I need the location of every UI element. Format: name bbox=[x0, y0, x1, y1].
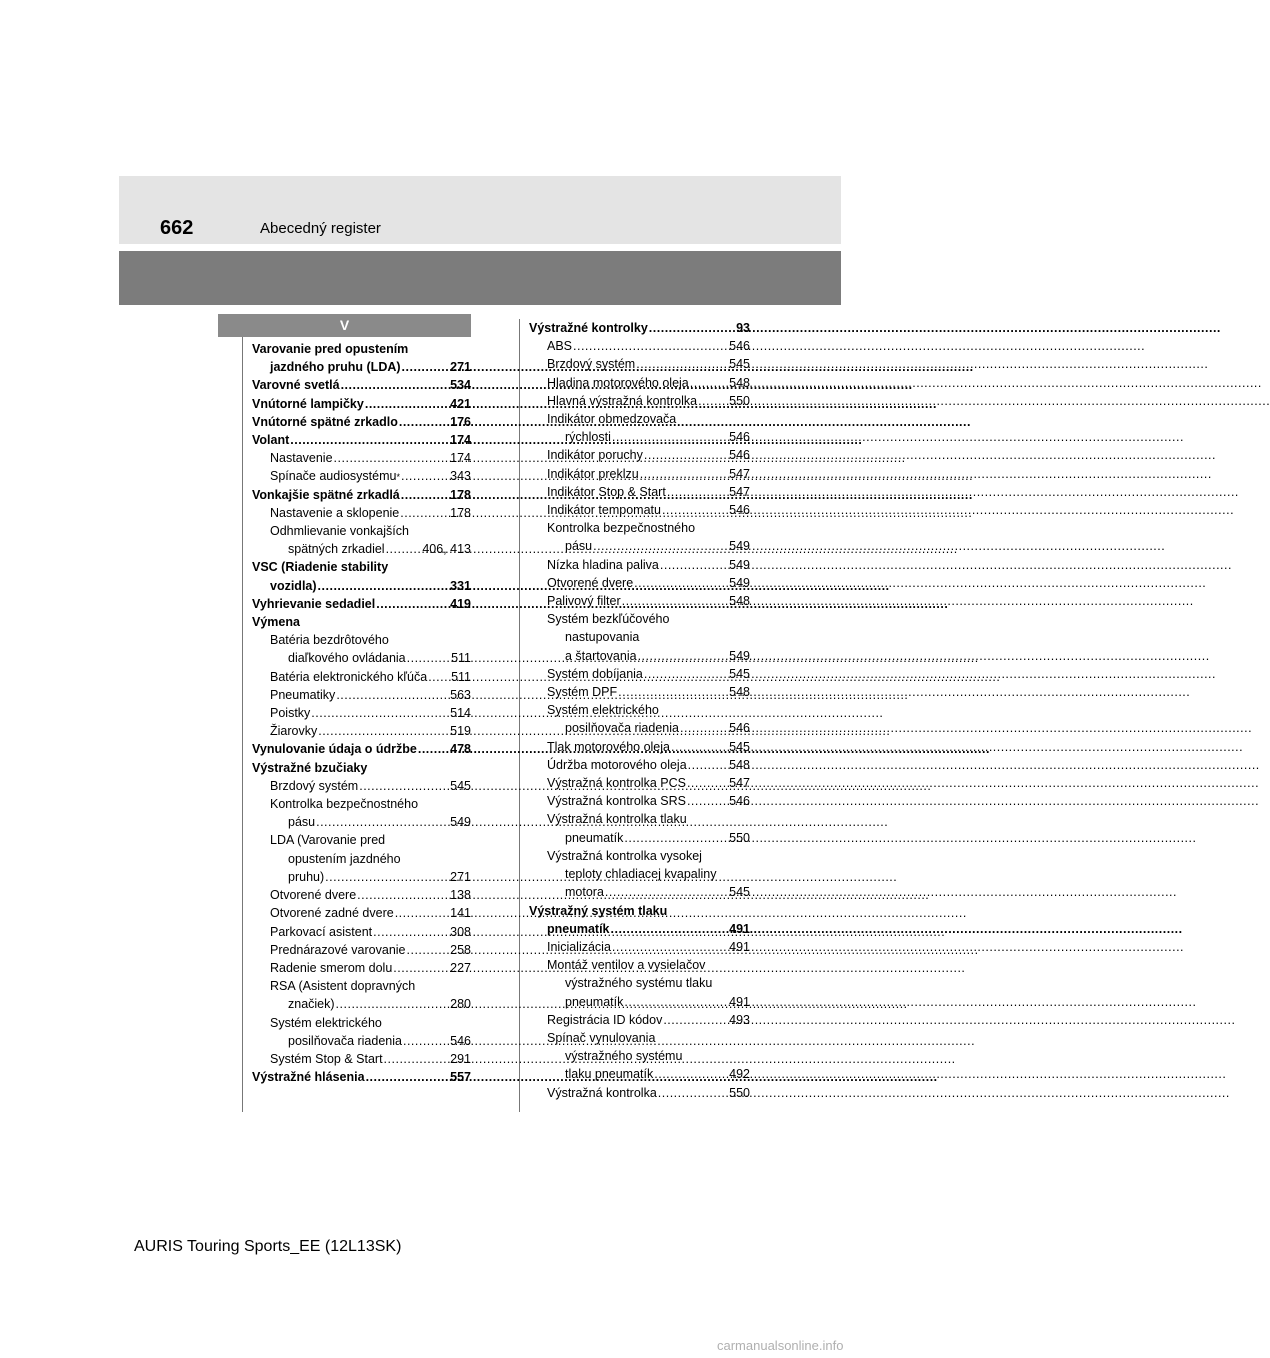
dot-leader bbox=[644, 665, 728, 683]
index-entry-text: nastupovania bbox=[565, 630, 640, 645]
index-entry bbox=[529, 592, 750, 610]
index-entry-text: Vnútorné spätné zrkadlo bbox=[252, 414, 398, 429]
index-page-ref[interactable]: 343 bbox=[450, 469, 471, 484]
dot-leader bbox=[365, 395, 449, 413]
index-page-ref[interactable]: 491 bbox=[729, 921, 750, 936]
dot-leader bbox=[636, 355, 728, 373]
index-entry-text: Výstražné bzučiaky bbox=[252, 760, 368, 775]
dot-leader bbox=[366, 1068, 450, 1086]
index-entry-text: motora bbox=[565, 885, 604, 900]
index-entry bbox=[252, 649, 471, 667]
index-entry-text: Výmena bbox=[252, 615, 300, 630]
index-page-ref[interactable]: 549 bbox=[729, 648, 750, 663]
index-entry-text: opustením jazdného bbox=[288, 851, 401, 866]
dot-leader bbox=[634, 574, 728, 592]
index-letter-heading: V bbox=[218, 314, 471, 337]
index-entry-text: Varovné svetlá bbox=[252, 378, 340, 393]
dot-leader bbox=[687, 792, 728, 810]
index-entry-text: LDA (Varovanie pred bbox=[270, 833, 386, 848]
dot-leader bbox=[593, 537, 728, 555]
index-entry bbox=[529, 701, 750, 719]
index-entry-text: Výstražná kontrolka tlaku bbox=[547, 812, 687, 827]
dot-leader bbox=[384, 1050, 450, 1068]
index-entry-text: Výstražné hlásenia bbox=[252, 1070, 365, 1085]
dot-leader bbox=[660, 556, 728, 574]
index-entry bbox=[252, 831, 471, 849]
index-page-ref[interactable]: 258 bbox=[450, 942, 471, 957]
index-entry bbox=[252, 904, 471, 922]
index-entry bbox=[529, 902, 750, 920]
dot-leader bbox=[640, 465, 728, 483]
index-entry bbox=[252, 795, 471, 813]
index-entry bbox=[529, 428, 750, 446]
index-page-ref[interactable]: 548 bbox=[729, 757, 750, 772]
index-entry-text: Výstražné kontrolky bbox=[529, 321, 648, 335]
index-entry bbox=[529, 1029, 750, 1047]
index-entry bbox=[252, 813, 471, 831]
index-entry-text: Prednárazové varovanie bbox=[270, 942, 406, 957]
index-entry bbox=[252, 740, 471, 758]
index-entry-text: Inicializácia bbox=[547, 939, 611, 954]
index-entry bbox=[529, 810, 750, 828]
dot-leader bbox=[341, 376, 450, 394]
index-entry-text: značiek) bbox=[288, 997, 335, 1012]
index-entry-text: a štartovania bbox=[565, 648, 637, 663]
index-page-ref[interactable]: 545 bbox=[729, 739, 750, 754]
dot-leader bbox=[376, 595, 449, 613]
index-entry-text: Systém dobíjania bbox=[547, 666, 643, 681]
index-entry-text: rýchlosti bbox=[565, 430, 611, 445]
index-entry bbox=[529, 392, 750, 410]
index-entry-text: Pneumatiky bbox=[270, 687, 336, 702]
index-page-ref[interactable]: 280 bbox=[450, 997, 471, 1012]
index-entry-text: Kontrolka bezpečnostného bbox=[547, 521, 696, 536]
index-entry bbox=[252, 413, 471, 431]
index-entry bbox=[529, 374, 750, 392]
dot-leader bbox=[663, 1011, 728, 1029]
index-entry-text: Hlavná výstražná kontrolka bbox=[547, 393, 698, 408]
index-entry bbox=[252, 595, 471, 613]
index-entry-text: Indikátor preklzu bbox=[547, 466, 639, 481]
index-entry bbox=[252, 941, 471, 959]
index-entry-text: Palivový filter bbox=[547, 594, 621, 609]
index-column-right bbox=[529, 319, 750, 1102]
index-entry bbox=[252, 486, 471, 504]
dot-leader bbox=[403, 1032, 449, 1050]
index-page-ref[interactable]: 548 bbox=[729, 685, 750, 700]
index-entry-text: Vonkajšie spätné zrkadlá bbox=[252, 487, 400, 502]
index-entry-text: tlaku pneumatík bbox=[565, 1067, 654, 1082]
index-page-ref[interactable]: 547 bbox=[729, 776, 750, 791]
dot-leader bbox=[401, 486, 449, 504]
dot-leader bbox=[638, 647, 729, 665]
index-entry-text: Výstražná kontrolka bbox=[547, 1085, 657, 1100]
index-entry bbox=[252, 1050, 471, 1068]
index-entry-text: Nízka hladina paliva bbox=[547, 557, 659, 572]
dot-leader bbox=[318, 722, 449, 740]
index-page-ref[interactable]: 493 bbox=[729, 1012, 750, 1027]
index-entry-text: Výstražná kontrolka vysokej bbox=[547, 848, 702, 863]
index-entry-text: Montáž ventilov a vysielačov bbox=[547, 958, 706, 973]
index-entry-text: Indikátor obmedzovača bbox=[547, 412, 677, 427]
dot-leader bbox=[687, 774, 728, 792]
index-entry-text: Systém DPF bbox=[547, 685, 618, 700]
index-page-ref[interactable]: 548 bbox=[729, 375, 750, 390]
dot-leader bbox=[311, 704, 449, 722]
index-entry bbox=[252, 759, 471, 777]
dot-leader bbox=[690, 374, 728, 392]
index-entry-text: Poistky bbox=[270, 706, 311, 721]
index-entry bbox=[252, 704, 471, 722]
index-entry bbox=[529, 610, 750, 628]
index-entry-text: teploty chladiacej kvapaliny bbox=[565, 867, 717, 882]
index-entry-text: Hladina motorového oleja bbox=[547, 375, 689, 390]
index-entry bbox=[529, 1084, 750, 1102]
index-page-ref[interactable]: 546 bbox=[729, 430, 750, 445]
index-entry-text: Otvorené zadné dvere bbox=[270, 906, 394, 921]
index-entry-text: Registrácia ID kódov bbox=[547, 1012, 663, 1027]
page-number: 662 bbox=[160, 217, 194, 239]
index-page-ref[interactable]: 421 bbox=[450, 396, 471, 411]
index-entry-text: pásu bbox=[288, 815, 316, 830]
index-entry-text: Výstražná kontrolka SRS bbox=[547, 794, 686, 809]
index-entry-text: Vynulovanie údaja o údržbe bbox=[252, 742, 417, 757]
index-entry bbox=[529, 956, 750, 974]
index-page-ref[interactable]: 557 bbox=[450, 1070, 471, 1085]
index-entry-text: Indikátor Stop & Start bbox=[547, 484, 666, 499]
index-page-ref[interactable]: 546 bbox=[729, 339, 750, 354]
index-entry-text: vozidla) bbox=[270, 578, 317, 593]
index-entry-text: Údržba motorového oleja bbox=[547, 757, 687, 772]
index-entry bbox=[529, 883, 750, 901]
section-title: Abecedný register bbox=[260, 220, 381, 237]
index-entry bbox=[529, 738, 750, 756]
index-page-ref[interactable]: 331 bbox=[450, 578, 471, 593]
index-entry bbox=[252, 668, 471, 686]
index-page-ref[interactable]: 308 bbox=[450, 924, 471, 939]
dot-leader bbox=[418, 740, 449, 758]
footer-model: AURIS Touring Sports_EE (12L13SK) bbox=[134, 1238, 402, 1255]
index-page-ref[interactable]: 511 bbox=[451, 651, 471, 666]
index-page-ref[interactable]: 547 bbox=[729, 466, 750, 481]
index-entry bbox=[252, 850, 471, 868]
index-entry-text: výstražného systému tlaku bbox=[565, 976, 713, 991]
dot-leader bbox=[622, 592, 729, 610]
index-entry-text: jazdného pruhu (LDA) bbox=[270, 360, 401, 375]
dot-leader bbox=[400, 504, 449, 522]
dot-leader bbox=[407, 649, 450, 667]
index-page-ref[interactable]: 519 bbox=[450, 724, 471, 739]
index-entry bbox=[529, 829, 750, 847]
index-page-ref[interactable]: 514 bbox=[450, 706, 471, 721]
index-page-ref[interactable]: 176 bbox=[450, 414, 471, 429]
dot-leader bbox=[624, 829, 728, 847]
index-page-ref[interactable]: 271 bbox=[450, 869, 471, 884]
dot-leader bbox=[386, 540, 422, 558]
dot-leader bbox=[336, 995, 450, 1013]
index-entry bbox=[252, 959, 471, 977]
index-entry: Spínače audiosystému * ..... 343 bbox=[252, 467, 471, 485]
index-entry bbox=[252, 631, 471, 649]
index-entry bbox=[529, 556, 750, 574]
dot-leader bbox=[373, 923, 449, 941]
index-entry-text: diaľkového ovládania bbox=[288, 651, 406, 666]
dot-leader bbox=[318, 577, 450, 595]
index-entry bbox=[252, 431, 471, 449]
index-entry bbox=[252, 1014, 471, 1032]
dot-leader bbox=[325, 868, 449, 886]
index-entry bbox=[529, 865, 750, 883]
index-page-ref[interactable]: 545 bbox=[450, 778, 471, 793]
index-entry-text: Spínač vynulovania bbox=[547, 1030, 656, 1045]
index-page-ref[interactable]: 546 bbox=[729, 721, 750, 736]
index-page-ref[interactable]: 545 bbox=[729, 357, 750, 372]
index-page-ref[interactable]: 406, 413 bbox=[422, 542, 471, 557]
dot-leader bbox=[612, 428, 728, 446]
index-page-ref[interactable]: 550 bbox=[729, 830, 750, 845]
index-entry bbox=[529, 920, 750, 938]
dot-leader bbox=[393, 959, 449, 977]
index-entry-text: Nastavenie bbox=[270, 451, 333, 466]
index-entry-text: Brzdový systém bbox=[270, 778, 359, 793]
index-entry-text: Batéria elektronického kľúča bbox=[270, 669, 428, 684]
dot-leader bbox=[698, 392, 728, 410]
index-page-ref[interactable]: 549 bbox=[729, 557, 750, 572]
index-entry-text: Systém elektrického bbox=[270, 1015, 382, 1030]
index-entry bbox=[252, 613, 471, 631]
index-entry bbox=[529, 993, 750, 1011]
dot-leader bbox=[680, 719, 728, 737]
index-page-ref[interactable]: 548 bbox=[729, 594, 750, 609]
dot-leader bbox=[407, 941, 450, 959]
index-entry bbox=[529, 938, 750, 956]
index-page-ref[interactable]: 419 bbox=[450, 596, 471, 611]
header-bar bbox=[119, 251, 841, 305]
index-entry bbox=[252, 1068, 471, 1086]
index-page-ref[interactable]: 227 bbox=[450, 960, 471, 975]
index-entry bbox=[529, 1047, 750, 1065]
index-page-ref[interactable]: 545 bbox=[729, 885, 750, 900]
index-entry-text: Výstražný systém tlaku bbox=[529, 903, 668, 918]
index-page-ref[interactable]: 550 bbox=[729, 393, 750, 408]
index-entry-text: Spínače audiosystému bbox=[270, 469, 397, 484]
index-entry-text: posilňovača riadenia bbox=[565, 721, 679, 736]
index-entry bbox=[529, 1065, 750, 1083]
index-entry bbox=[529, 465, 750, 483]
index-entry-text: Volant bbox=[252, 433, 290, 448]
index-entry bbox=[529, 719, 750, 737]
index-entry bbox=[529, 628, 750, 646]
index-entry-text: pneumatík bbox=[565, 994, 624, 1009]
dot-leader bbox=[688, 756, 728, 774]
watermark: carmanualsonline.info bbox=[717, 1338, 844, 1353]
dot-leader bbox=[618, 683, 728, 701]
dot-leader bbox=[334, 449, 450, 467]
index-page-ref[interactable]: 271 bbox=[450, 360, 471, 375]
index-page-ref[interactable]: 549 bbox=[729, 575, 750, 590]
index-entry bbox=[529, 319, 750, 337]
index-entry-text: Nastavenie a sklopenie bbox=[270, 505, 400, 520]
index-entry bbox=[252, 868, 471, 886]
index-entry-text: pneumatík bbox=[565, 830, 624, 845]
index-entry-text: Vnútorné lampičky bbox=[252, 396, 364, 411]
dot-leader bbox=[644, 446, 728, 464]
index-entry-text: Brzdový systém bbox=[547, 357, 636, 372]
index-entry bbox=[529, 774, 750, 792]
index-entry-text: spätných zrkadiel bbox=[288, 542, 385, 557]
dot-leader bbox=[611, 920, 729, 938]
dot-leader bbox=[402, 358, 450, 376]
index-page-ref[interactable]: 547 bbox=[729, 484, 750, 499]
index-entry bbox=[529, 792, 750, 810]
index-entry-text: pneumatík bbox=[547, 921, 610, 936]
index-page-ref[interactable]: 291 bbox=[450, 1051, 471, 1066]
index-entry-text: ABS bbox=[547, 339, 573, 354]
index-entry-text: Otvorené dvere bbox=[270, 888, 357, 903]
index-entry bbox=[529, 756, 750, 774]
dot-leader bbox=[667, 483, 728, 501]
index-entry-text: Varovanie pred opustením bbox=[252, 342, 409, 356]
index-entry bbox=[252, 923, 471, 941]
index-page-ref[interactable]: 93 bbox=[736, 321, 750, 335]
index-entry bbox=[529, 574, 750, 592]
index-page-ref[interactable]: 174 bbox=[450, 433, 471, 448]
dot-leader bbox=[290, 431, 449, 449]
index-entry-text: RSA (Asistent dopravných bbox=[270, 979, 416, 994]
left-column-rule bbox=[242, 337, 243, 1112]
index-entry bbox=[529, 847, 750, 865]
index-page-ref[interactable]: 546 bbox=[729, 794, 750, 809]
index-entry-text: Indikátor poruchy bbox=[547, 448, 643, 463]
index-entry-text: Odhmlievanie vonkajších bbox=[270, 524, 409, 539]
index-entry bbox=[252, 886, 471, 904]
index-entry-text: Parkovací asistent bbox=[270, 924, 373, 939]
index-entry-text: Výstražná kontrolka PCS bbox=[547, 776, 686, 791]
index-entry bbox=[252, 504, 471, 522]
dot-leader bbox=[658, 1084, 728, 1102]
index-page-ref[interactable]: 546 bbox=[729, 448, 750, 463]
index-entry bbox=[529, 355, 750, 373]
index-entry bbox=[252, 376, 471, 394]
index-entry-text: Kontrolka bezpečnostného bbox=[270, 797, 419, 812]
index-page-ref[interactable]: 178 bbox=[450, 487, 471, 502]
index-entry bbox=[529, 537, 750, 555]
index-page-ref[interactable]: 534 bbox=[450, 378, 471, 393]
index-entry bbox=[529, 501, 750, 519]
header-band bbox=[119, 176, 841, 244]
index-entry bbox=[529, 683, 750, 701]
index-entry bbox=[529, 1011, 750, 1029]
dot-leader bbox=[336, 686, 449, 704]
index-entry bbox=[252, 449, 471, 467]
index-entry-text: Tlak motorového oleja bbox=[547, 739, 670, 754]
dot-leader bbox=[612, 938, 728, 956]
index-entry bbox=[252, 1032, 471, 1050]
index-entry bbox=[529, 337, 750, 355]
dot-leader bbox=[359, 777, 449, 795]
index-entry-text: Indikátor tempomatu bbox=[547, 503, 661, 518]
dot-leader bbox=[605, 883, 728, 901]
index-page-ref[interactable]: 178 bbox=[450, 505, 471, 520]
index-entry-text: Žiarovky bbox=[270, 724, 318, 739]
index-entry bbox=[529, 483, 750, 501]
index-entry bbox=[529, 410, 750, 428]
index-entry-text: výstražného systému bbox=[565, 1049, 683, 1064]
index-page-ref[interactable]: 492 bbox=[729, 1067, 750, 1082]
dot-leader bbox=[357, 886, 449, 904]
index-entry bbox=[252, 540, 471, 558]
index-page-ref[interactable]: 549 bbox=[729, 539, 750, 554]
index-entry-text: pruhu) bbox=[288, 869, 325, 884]
index-entry-text: pásu bbox=[565, 539, 593, 554]
index-entry bbox=[529, 446, 750, 464]
index-entry bbox=[252, 522, 471, 540]
dot-leader bbox=[573, 337, 728, 355]
index-entry bbox=[252, 686, 471, 704]
dot-leader bbox=[316, 813, 449, 831]
dot-leader bbox=[624, 993, 728, 1011]
index-entry-text: Vyhrievanie sedadiel bbox=[252, 596, 376, 611]
index-entry bbox=[252, 358, 471, 376]
index-page-ref[interactable]: 563 bbox=[450, 687, 471, 702]
index-entry-text: Systém Stop & Start bbox=[270, 1051, 383, 1066]
index-entry-text: posilňovača riadenia bbox=[288, 1033, 402, 1048]
index-column-left bbox=[252, 340, 471, 1086]
dot-leader bbox=[399, 413, 449, 431]
index-entry bbox=[252, 977, 471, 995]
index-entry bbox=[252, 395, 471, 413]
index-entry-text: Otvorené dvere bbox=[547, 575, 634, 590]
index-entry bbox=[529, 974, 750, 992]
dot-leader bbox=[654, 1065, 728, 1083]
index-page-ref[interactable]: 141 bbox=[450, 906, 471, 921]
index-page-ref[interactable]: 491 bbox=[729, 994, 750, 1009]
index-entry bbox=[252, 340, 471, 358]
index-entry-text: Systém elektrického bbox=[547, 703, 659, 718]
index-page-ref[interactable]: 478 bbox=[450, 742, 471, 757]
index-page-ref[interactable]: 546 bbox=[450, 1033, 471, 1048]
index-page-ref[interactable]: 138 bbox=[450, 888, 471, 903]
dot-leader bbox=[401, 467, 449, 485]
index-entry bbox=[252, 558, 471, 576]
index-entry bbox=[252, 577, 471, 595]
index-entry-text: Batéria bezdrôtového bbox=[270, 633, 389, 648]
index-page-ref[interactable]: 491 bbox=[729, 939, 750, 954]
index-entry-text: VSC (Riadenie stability bbox=[252, 560, 389, 575]
dot-leader bbox=[395, 904, 449, 922]
index-entry bbox=[529, 647, 750, 665]
index-entry bbox=[252, 995, 471, 1013]
index-page-ref[interactable]: 174 bbox=[450, 451, 471, 466]
dot-leader bbox=[649, 319, 735, 337]
index-page-ref[interactable]: 511 bbox=[451, 669, 471, 684]
dot-leader bbox=[428, 668, 450, 686]
index-entry bbox=[529, 519, 750, 537]
dot-leader bbox=[671, 738, 728, 756]
index-entry-text: Radenie smerom dolu bbox=[270, 960, 393, 975]
index-entry bbox=[252, 722, 471, 740]
index-page-ref[interactable]: 545 bbox=[729, 666, 750, 681]
index-entry bbox=[529, 665, 750, 683]
index-entry-text: Systém bezkľúčového bbox=[547, 612, 670, 627]
index-page-ref[interactable]: 546 bbox=[729, 503, 750, 518]
index-page-ref[interactable]: 549 bbox=[450, 815, 471, 830]
dot-leader bbox=[662, 501, 728, 519]
index-entry bbox=[252, 777, 471, 795]
index-page-ref[interactable]: 550 bbox=[729, 1085, 750, 1100]
